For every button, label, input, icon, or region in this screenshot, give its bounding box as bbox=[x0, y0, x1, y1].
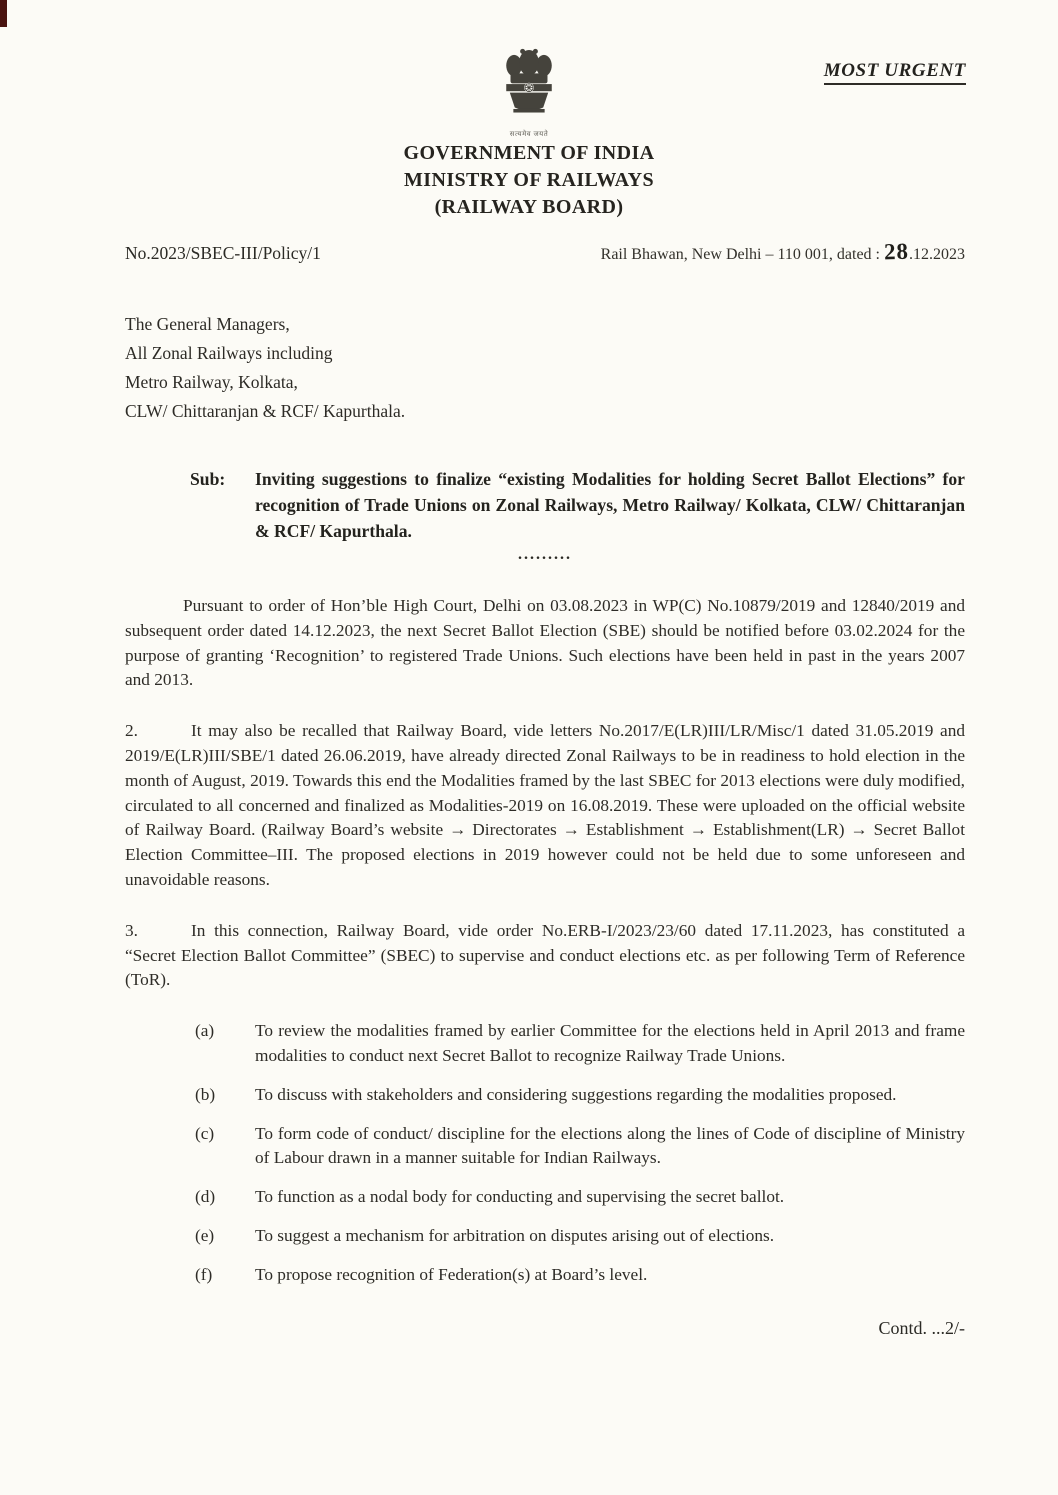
org-board: (RAILWAY BOARD) bbox=[434, 196, 624, 218]
tor-item bbox=[195, 1185, 965, 1210]
addressee-line: CLW/ Chittaranjan & RCF/ Kapurthala. bbox=[125, 401, 406, 421]
reference-number: No.2023/SBEC-III/Policy/1 bbox=[125, 243, 321, 263]
scan-corner-artifact bbox=[0, 0, 7, 27]
tor-item bbox=[195, 1019, 965, 1069]
continuation-mark: Contd. ...2/- bbox=[878, 1317, 965, 1338]
tor-item bbox=[195, 1224, 965, 1249]
place-date-prefix: Rail Bhawan, New Delhi – 110 001, dated : bbox=[600, 246, 884, 263]
para-3 bbox=[125, 919, 965, 993]
urgency-stamp: MOST URGENT bbox=[824, 60, 966, 85]
tor-item-text: To propose recognition of Federation(s) at Board’s level. bbox=[255, 1264, 648, 1284]
tor-item-label: (e) bbox=[195, 1225, 215, 1245]
addressee-line: The General Managers, bbox=[125, 314, 290, 334]
org-country: GOVERNMENT OF INDIA bbox=[403, 142, 655, 164]
letterhead bbox=[0, 0, 1058, 221]
addressee-line: Metro Railway, Kolkata, bbox=[125, 372, 298, 392]
tor-item-label: (d) bbox=[195, 1187, 216, 1207]
subject-block bbox=[190, 466, 965, 544]
subject-label: Sub: bbox=[190, 469, 226, 489]
tor-item-label: (a) bbox=[195, 1021, 215, 1041]
tor-item-text: To suggest a mechanism for arbitration on disputes arising out of elections. bbox=[255, 1225, 775, 1245]
org-ministry: MINISTRY OF RAILWAYS bbox=[404, 169, 654, 191]
letter-content bbox=[0, 238, 1058, 1339]
reference-row bbox=[125, 238, 965, 265]
para-1: Pursuant to order of Hon’ble High Court, Delhi on 03.08.2023 in WP(C) No.10879/2019 and 12840/2019 and subsequent order dated 14.12.2023, the next Secret Ballot Election (SBE) should be notified before 03.02.2024 for the purpose of granting ‘Recognition’ to registered Trade Unions. Such elections have been held in past in the years 2007 and 2013. bbox=[125, 596, 965, 690]
para-2 bbox=[125, 719, 965, 893]
terms-of-reference-list bbox=[125, 1019, 965, 1287]
handwritten-day: 28 bbox=[883, 238, 910, 265]
tor-item-label: (b) bbox=[195, 1084, 216, 1104]
subject-separator: ......... bbox=[518, 546, 572, 563]
tor-item bbox=[195, 1083, 965, 1108]
ashoka-emblem-icon bbox=[0, 42, 1058, 129]
addressee-line: All Zonal Railways including bbox=[125, 343, 333, 363]
para-2-text: It may also be recalled that Railway Board, vide letters No.2017/E(LR)III/LR/Misc/1 dated 31.05.2019 and 2019/E(LR)III/SBE/1 dated 26.06.2019, have already directed Zonal Railways to be in readiness to hold election in the month of August, 2019. Towards this end the Modalities framed by the last SBEC for 2013 elections were duly modified, circulated to all concerned and finalized as Modalities-2019 on 16.08.2019. These were uploaded on the official website of Railway Board. (Railway Board’s website → Directorates → Establishment → Establishment(LR) → Secret Ballot Election Committee–III. The proposed elections in 2019 however could not be held due to some unforeseen and unavoidable reasons. bbox=[125, 721, 965, 889]
tor-item-text: To review the modalities framed by earlier Committee for the elections held in April 2013 and frame modalities to conduct next Secret Ballot to recognize Railway Trade Unions. bbox=[255, 1021, 965, 1065]
tor-item-label: (f) bbox=[195, 1264, 213, 1284]
tor-item-text: To function as a nodal body for conducting and supervising the secret ballot. bbox=[255, 1187, 785, 1207]
place-date-line bbox=[600, 238, 965, 265]
tor-item-label: (c) bbox=[195, 1123, 215, 1143]
para-3-text: In this connection, Railway Board, vide order No.ERB-I/2023/23/60 dated 17.11.2023, has constituted a “Secret Election Ballot Committee” (SBEC) to supervise and conduct elections etc. as per following Term of Reference (ToR). bbox=[125, 920, 965, 990]
emblem-motto: सत्यमेव जयते bbox=[509, 130, 549, 138]
tor-item bbox=[195, 1263, 965, 1288]
tor-item-text: To form code of conduct/ discipline for the elections along the lines of Code of discipline of Ministry of Labour drawn in a manner suitable for Indian Railways. bbox=[255, 1123, 965, 1168]
para-3-number: 3. bbox=[125, 920, 138, 940]
subject-text: Inviting suggestions to finalize “existing Modalities for holding Secret Ballot Elections” for recognition of Trade Unions on Zonal Railways, Metro Railway/ Kolkata, CLW/ Chittaranjan & RCF/ Kapurthala. bbox=[255, 469, 965, 541]
tor-item-text: To discuss with stakeholders and considering suggestions regarding the modalities proposed. bbox=[255, 1084, 897, 1104]
date-rest: .12.2023 bbox=[909, 246, 965, 263]
tor-item bbox=[195, 1122, 965, 1172]
para-2-number: 2. bbox=[125, 721, 138, 741]
addressee-block bbox=[125, 310, 965, 426]
